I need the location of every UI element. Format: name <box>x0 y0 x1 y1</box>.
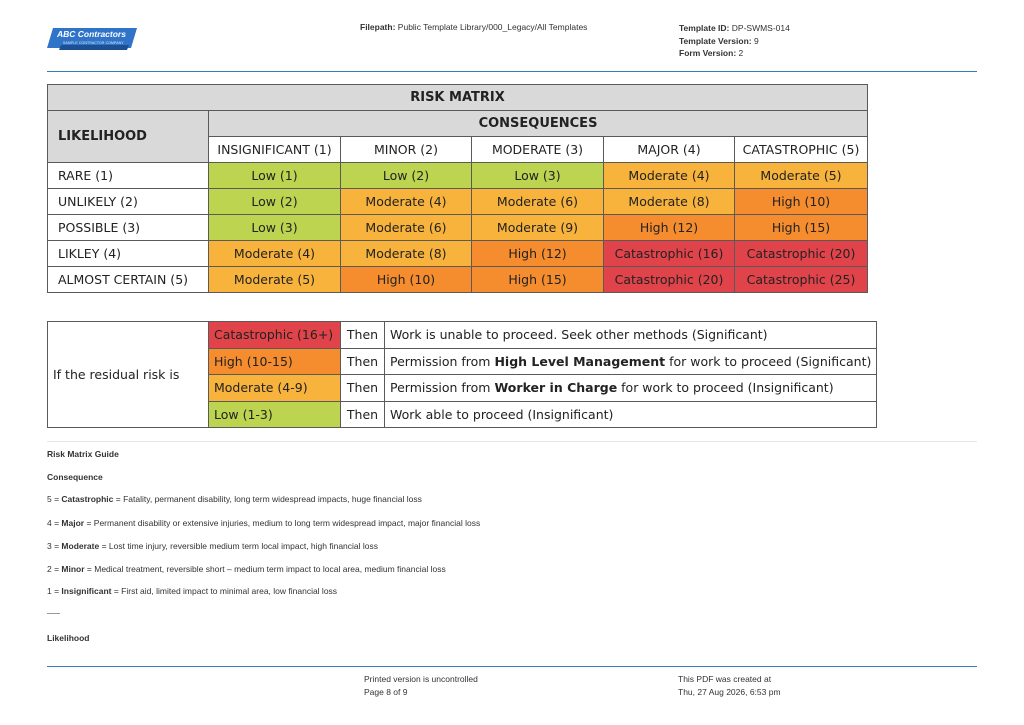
risk-cell: Moderate (5) <box>209 267 341 293</box>
header-divider <box>47 71 977 72</box>
residual-action <box>385 401 877 428</box>
likelihood-heading: Likelihood <box>47 633 90 643</box>
residual-risk-lead: If the residual risk is <box>48 322 209 428</box>
risk-cell: Catastrophic (16) <box>604 241 735 267</box>
consequence-item <box>47 541 378 551</box>
risk-matrix-title: RISK MATRIX <box>48 85 868 111</box>
filepath <box>360 22 587 32</box>
consequence-heading: Consequence <box>47 472 103 482</box>
risk-cell: Catastrophic (20) <box>604 267 735 293</box>
column-header: MAJOR (4) <box>604 137 735 163</box>
action-text: Work able to proceed (Insignificant) <box>390 406 614 422</box>
row-label: POSSIBLE (3) <box>48 215 209 241</box>
logo-subtext: SAMPLE CONTRACTOR COMPANY <box>63 41 124 45</box>
filepath-label: Filepath: <box>360 22 396 32</box>
risk-cell: Moderate (6) <box>341 215 472 241</box>
risk-cell: High (12) <box>604 215 735 241</box>
risk-cell: Moderate (4) <box>341 189 472 215</box>
column-header: CATASTROPHIC (5) <box>735 137 868 163</box>
risk-cell: Low (2) <box>209 189 341 215</box>
residual-risk-table <box>47 321 877 428</box>
then-label: Then <box>341 375 385 402</box>
consequences-header: CONSEQUENCES <box>209 111 868 137</box>
risk-cell: Low (1) <box>209 163 341 189</box>
residual-level: High (10-15) <box>209 348 341 375</box>
item-number: 1 = <box>47 586 62 596</box>
logo-text: ABC Contractors <box>57 29 126 39</box>
created-label: This PDF was created at <box>678 674 772 684</box>
action-text: Permission from <box>390 353 495 369</box>
footer-right <box>678 673 781 698</box>
page-header <box>47 18 977 68</box>
risk-cell: Low (2) <box>341 163 472 189</box>
then-label: Then <box>341 322 385 349</box>
template-id-value: DP-SWMS-014 <box>731 23 790 33</box>
separator-dash <box>47 613 60 614</box>
risk-cell: Moderate (8) <box>341 241 472 267</box>
footer-left <box>364 673 478 698</box>
risk-cell: High (15) <box>472 267 604 293</box>
item-description: = Fatality, permanent disability, long term widespread impacts, huge financial loss <box>113 494 422 504</box>
row-label: LIKLEY (4) <box>48 241 209 267</box>
item-description: = Permanent disability or extensive injuries, medium to long term widespread impact, major financial loss <box>84 518 481 528</box>
residual-action <box>385 348 877 375</box>
form-version-value: 2 <box>738 48 744 58</box>
matrix-row <box>48 215 868 241</box>
matrix-row <box>48 189 868 215</box>
action-emphasis: Worker in Charge <box>494 380 618 396</box>
column-header: MODERATE (3) <box>472 137 604 163</box>
filepath-value: Public Template Library/000_Legacy/All Templates <box>397 22 588 32</box>
created-timestamp: Thu, 27 Aug 2026, 6:53 pm <box>678 686 781 697</box>
risk-cell: High (12) <box>472 241 604 267</box>
row-label: UNLIKELY (2) <box>48 189 209 215</box>
risk-cell: High (10) <box>735 189 868 215</box>
page-number: Page 8 of 9 <box>364 686 408 697</box>
risk-matrix-table <box>47 84 868 293</box>
item-term: Major <box>61 518 85 528</box>
item-term: Minor <box>61 564 85 574</box>
matrix-row <box>48 163 868 189</box>
item-description: = First aid, limited impact to minimal area, low financial loss <box>111 586 338 596</box>
item-number: 2 = <box>47 564 62 574</box>
footer-divider <box>47 666 977 667</box>
item-description: = Lost time injury, reversible medium term local impact, high financial loss <box>99 541 379 551</box>
risk-cell: Moderate (5) <box>735 163 868 189</box>
action-text: Permission from <box>390 380 495 396</box>
matrix-row <box>48 241 868 267</box>
then-label: Then <box>341 401 385 428</box>
risk-cell: High (15) <box>735 215 868 241</box>
item-description: = Medical treatment, reversible short – medium term impact to local area, medium financial loss <box>84 564 446 574</box>
row-label: RARE (1) <box>48 163 209 189</box>
then-label: Then <box>341 348 385 375</box>
likelihood-header: LIKELIHOOD <box>48 111 209 163</box>
risk-cell: Catastrophic (25) <box>735 267 868 293</box>
risk-cell: Moderate (8) <box>604 189 735 215</box>
item-number: 4 = <box>47 518 62 528</box>
risk-cell: High (10) <box>341 267 472 293</box>
row-label: ALMOST CERTAIN (5) <box>48 267 209 293</box>
action-emphasis: High Level Management <box>494 353 666 369</box>
consequence-item <box>47 518 480 528</box>
item-number: 5 = <box>47 494 62 504</box>
action-text: Work is unable to proceed. Seek other methods (Significant) <box>390 327 768 343</box>
residual-action <box>385 322 877 349</box>
residual-level: Moderate (4-9) <box>209 375 341 402</box>
template-version-label: Template Version: <box>679 35 752 46</box>
risk-cell: Catastrophic (20) <box>735 241 868 267</box>
risk-cell: Low (3) <box>209 215 341 241</box>
risk-cell: Moderate (4) <box>209 241 341 267</box>
residual-action <box>385 375 877 402</box>
form-version-label: Form Version: <box>679 48 737 58</box>
action-text: for work to proceed (Insignificant) <box>617 380 834 396</box>
risk-cell: Moderate (6) <box>472 189 604 215</box>
residual-level: Low (1-3) <box>209 401 341 428</box>
action-text: for work to proceed (Significant) <box>665 353 872 369</box>
consequence-item <box>47 494 422 504</box>
template-version-value: 9 <box>753 35 759 46</box>
risk-cell: Moderate (9) <box>472 215 604 241</box>
uncontrolled-notice: Printed version is uncontrolled <box>364 674 478 684</box>
matrix-row <box>48 267 868 293</box>
risk-cell: Low (3) <box>472 163 604 189</box>
item-term: Insignificant <box>61 586 112 596</box>
residual-level: Catastrophic (16+) <box>209 322 341 349</box>
column-header: MINOR (2) <box>341 137 472 163</box>
item-term: Moderate <box>61 541 100 551</box>
guide-title: Risk Matrix Guide <box>47 449 119 459</box>
template-id-label: Template ID: <box>679 23 730 33</box>
consequence-item <box>47 586 337 596</box>
column-header: INSIGNIFICANT (1) <box>209 137 341 163</box>
company-logo <box>47 26 139 52</box>
template-meta <box>679 22 790 60</box>
consequence-item <box>47 564 446 574</box>
section-divider <box>47 441 977 442</box>
risk-cell: Moderate (4) <box>604 163 735 189</box>
item-number: 3 = <box>47 541 62 551</box>
item-term: Catastrophic <box>61 494 114 504</box>
